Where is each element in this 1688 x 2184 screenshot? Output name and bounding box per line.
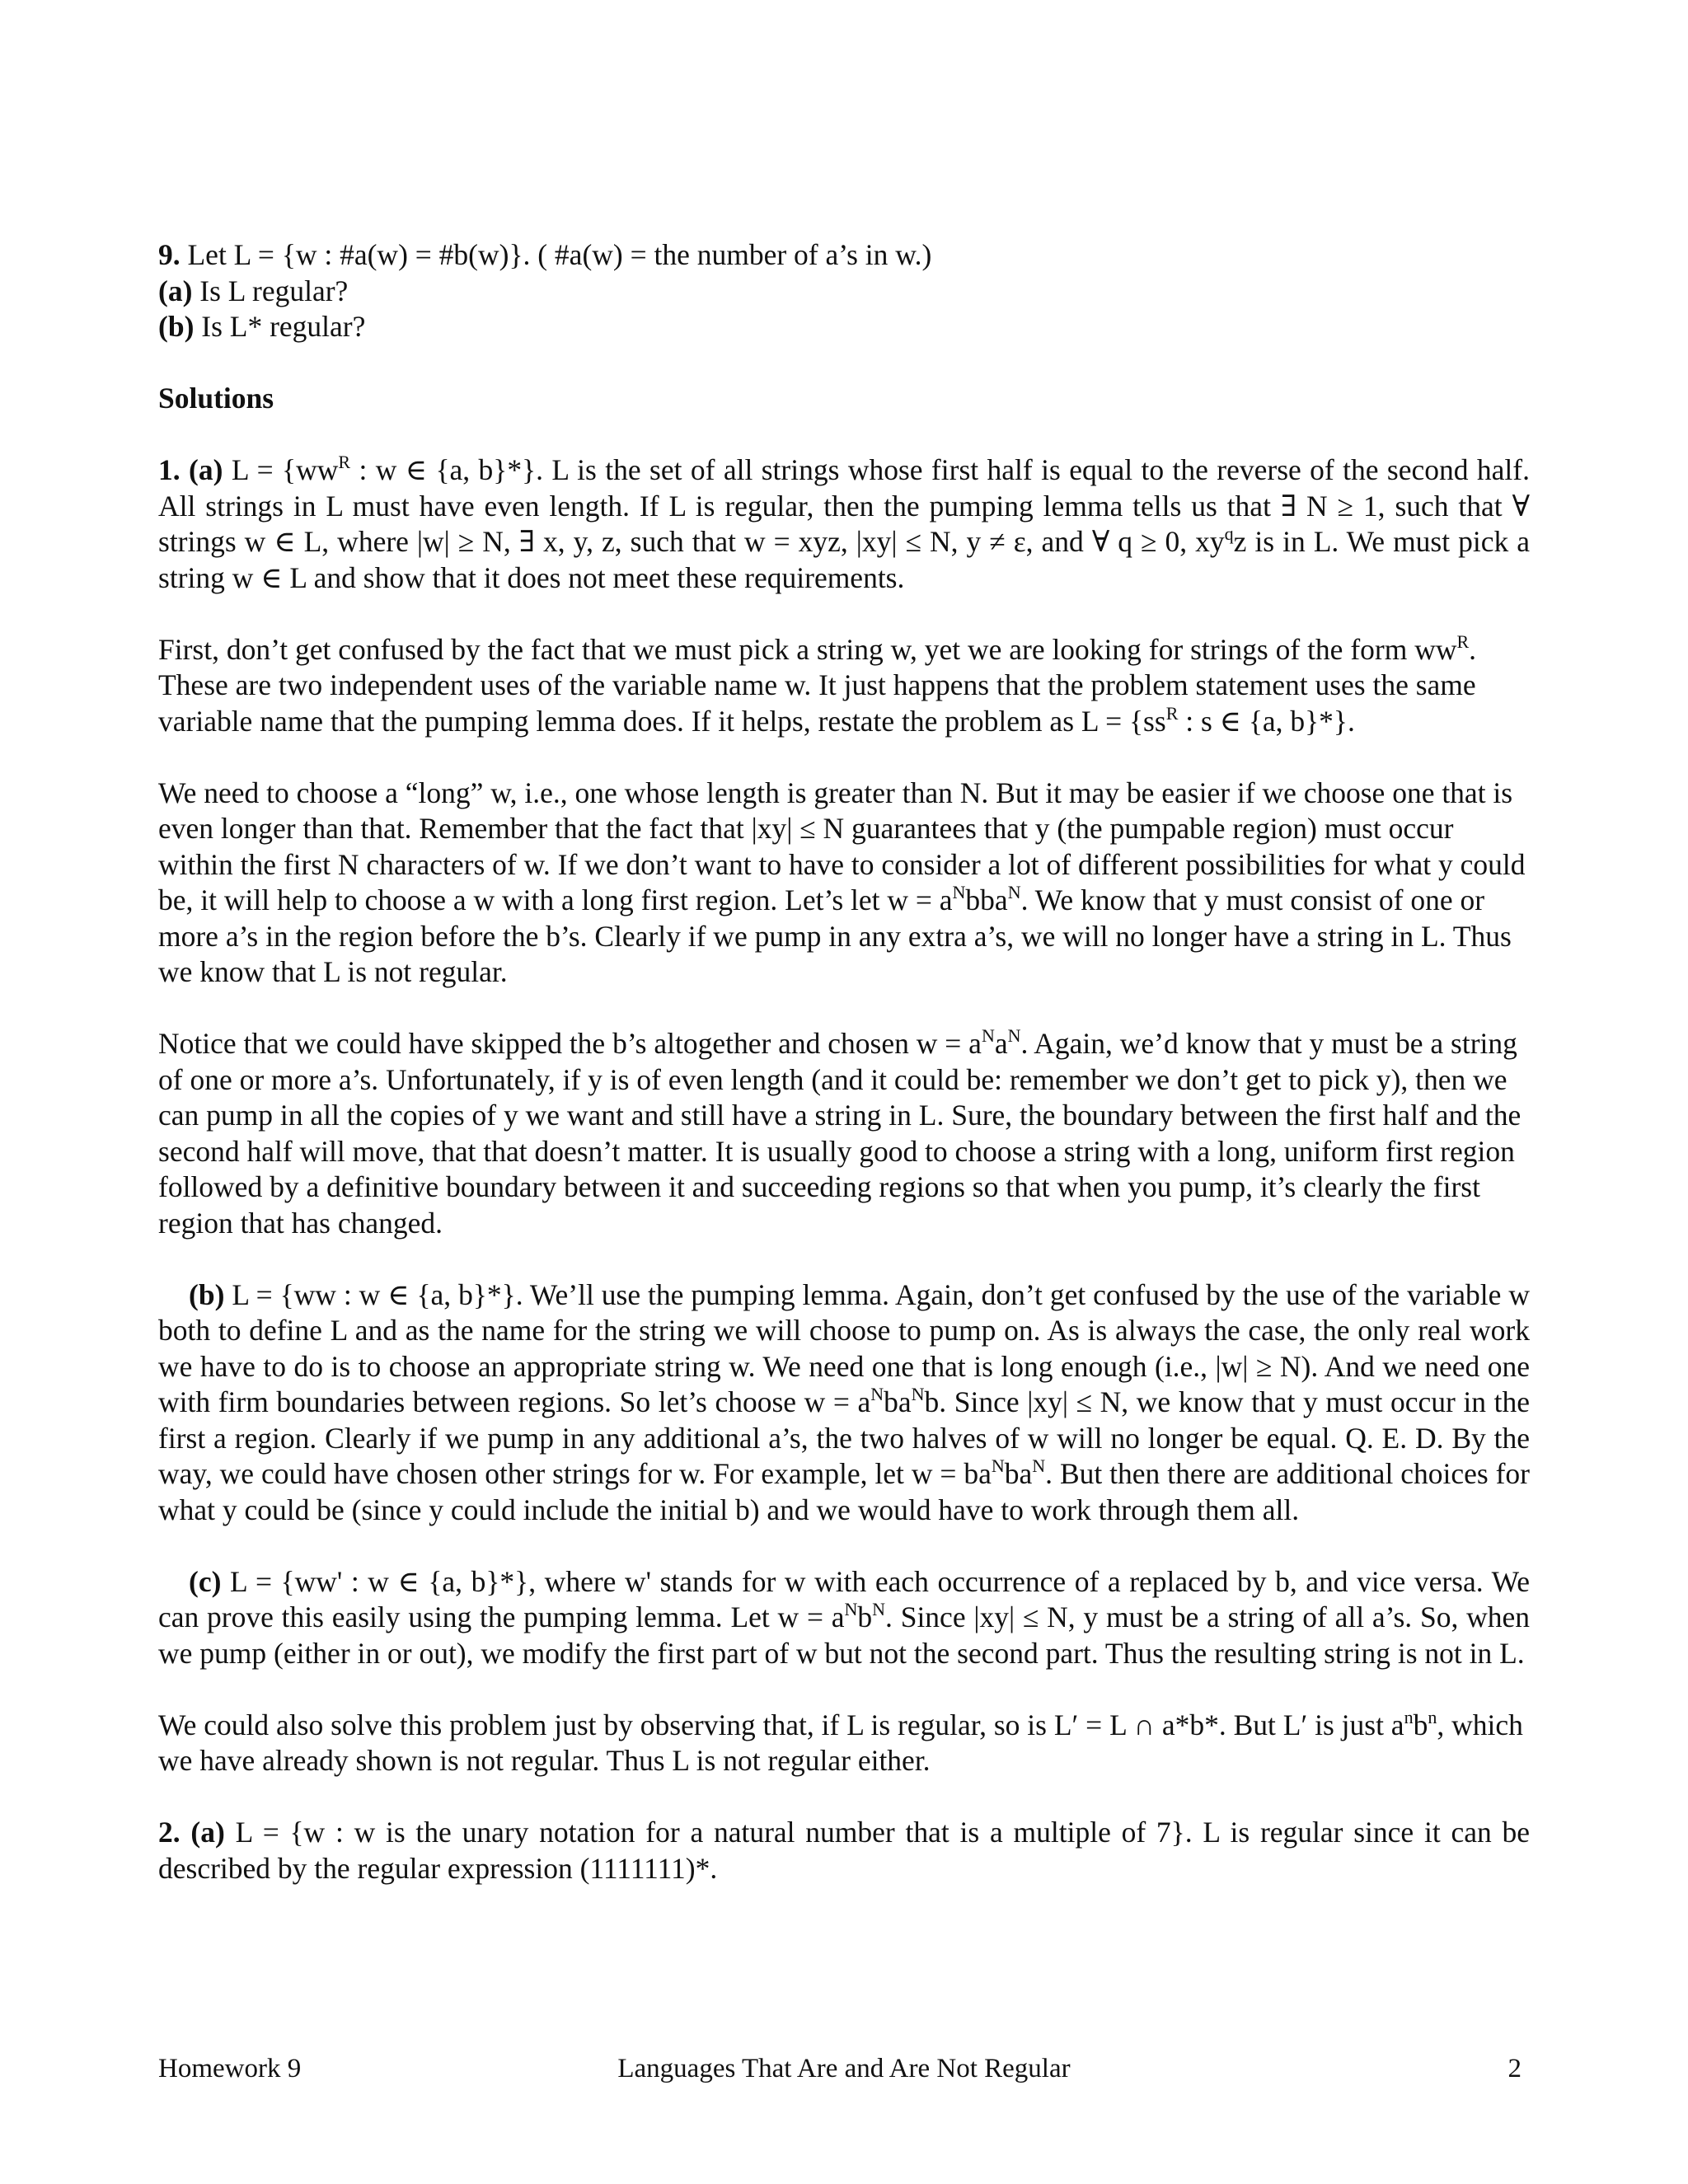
solution-label: (c) — [189, 1564, 222, 1598]
paragraph-long-w: We need to choose a “long” w, i.e., one whose length is greater than N. But it may be easier if we choose one that is even longer than that. Remember that the fact that |xy| ≤ N guarantees that y (the pumpable region) must occur within the first N characters of w. If we don’t want to have to consider a lot of different possibilities for what y could be, it will help to choose a w with a long first region. Let’s let $w = a^Nbba^N$. We know that y must consist of one or more a’s in the region before the b’s. Clearly if we pump in any extra a’s, we will no longer have a string in L. Thus we know that L is not regular. — [158, 776, 1526, 988]
paragraph-notice: Notice that we could have skipped the b’s altogether and chosen $w = a^Na^N$. Again, we’d know that y must be a string of one or more a’s. Unfortunately, if y is of even length (and it could be: remember we don’t get to pick y), then we can pump in all the copies of y we want and still have a string in L. Sure, the boundary between the first half and the second half will move, that that doesn’t matter. It is usually good to choose a string with a long, uniform first region followed by a definitive boundary between it and succeeding regions so that when you pump, it’s clearly the first region that has changed. — [158, 1025, 1522, 1240]
solutions-heading: Solutions — [158, 382, 274, 415]
solution-2a: 2. (a) L = {w : w is the unary notation for a natural number that is a multiple of 7}. L is regular since it can be described by the regular expression (1111111)*. — [158, 1816, 1530, 1885]
footer-title: Languages That Are and Are Not Regular — [617, 2054, 1071, 2083]
paragraph-first: First, don’t get confused by the fact that we must pick a string w, yet we are looking for strings of the form $ww^R$. These are two independent uses of the variable name w. It just happens that the problem statement uses the same variable name that the pumping lemma does. If it helps, restate the problem as $L = \{ss^R$ : s ∈ {a, b}*}. — [158, 630, 1477, 738]
document-page — [158, 237, 1530, 1886]
solution-label: (b) — [189, 1277, 225, 1311]
footer-left: Homework 9 — [158, 2054, 302, 2083]
part-text: Is L regular? — [192, 274, 349, 307]
page-footer — [158, 2050, 1530, 2087]
question-text: Let L = {w : #a(w) = #b(w)}. ( #a(w) = the number of a’s in w.) — [180, 238, 932, 271]
question-9 — [158, 237, 1530, 274]
question-number: 9. — [158, 238, 181, 271]
solution-label: 1. (a) — [158, 453, 223, 486]
question-9a — [158, 274, 1530, 310]
solution-1c: (c) L = {ww' : w ∈ {a, b}*}, where w' stands for w with each occurrence of a replaced by b, and vice versa. We can prove this easily using the pumping lemma. Let $w = a^Nb^N$. Since |xy| ≤ N, y must be a string of all a’s. So, when we pump (either in or out), we modify the first part of w but not the second part. Thus the resulting string is not in L. — [158, 1564, 1530, 1670]
solution-1b: (b) L = {ww : w ∈ {a, b}*}. We’ll use the pumping lemma. Again, don’t get confused by the use of the variable w both to define L and as the name for the string we will choose to pump on. As is always the case, the only real work we have to do is to choose an appropriate string w. We need one that is long enough (i.e., |w| ≥ N). And we need one with firm boundaries between regions. So let’s choose $w = a^Nba^Nb$. Since |xy| ≤ N, we know that y must occur in the first a region. Clearly if we pump in any additional a’s, the two halves of w will no longer be equal. Q. E. D. By the way, we could have chosen other strings for w. For example, let $w = ba^Nba^N$. But then there are additional choices for what y could be (since y could include the initial b) and we would have to work through them all. — [158, 1277, 1531, 1526]
part-text: Is L* regular? — [194, 310, 366, 343]
part-label: (b) — [158, 310, 195, 343]
page-number: 2 — [1507, 2054, 1522, 2083]
question-9b — [158, 309, 1530, 345]
part-label: (a) — [158, 274, 193, 307]
solution-label: 2. (a) — [158, 1816, 225, 1849]
solution-1a: 1. (a) $L = \{ww^R$ : w ∈ {a, b}*}. L is the set of all strings whose first half is equal to the reverse of the second half. All strings in L must have even length. If L is regular, then the pumping lemma tells us that ∃ N ≥ 1, such that ∀ strings w ∈ L, where |w| ≥ N, ∃ x, y, z, such that w = xyz, |xy| ≤ N, y ≠ ε, and ∀ q ≥ 0, $xy^qz$ is in L. We must pick a string w ∈ L and show that it does not meet these requirements. — [158, 452, 1530, 594]
paragraph-also: We could also solve this problem just by observing that, if L is regular, so is L′ = L ∩ a*b*. But L′ is just $a^nb^n$, which we have already shown is not regular. Thus L is not regular either. — [158, 1706, 1523, 1777]
